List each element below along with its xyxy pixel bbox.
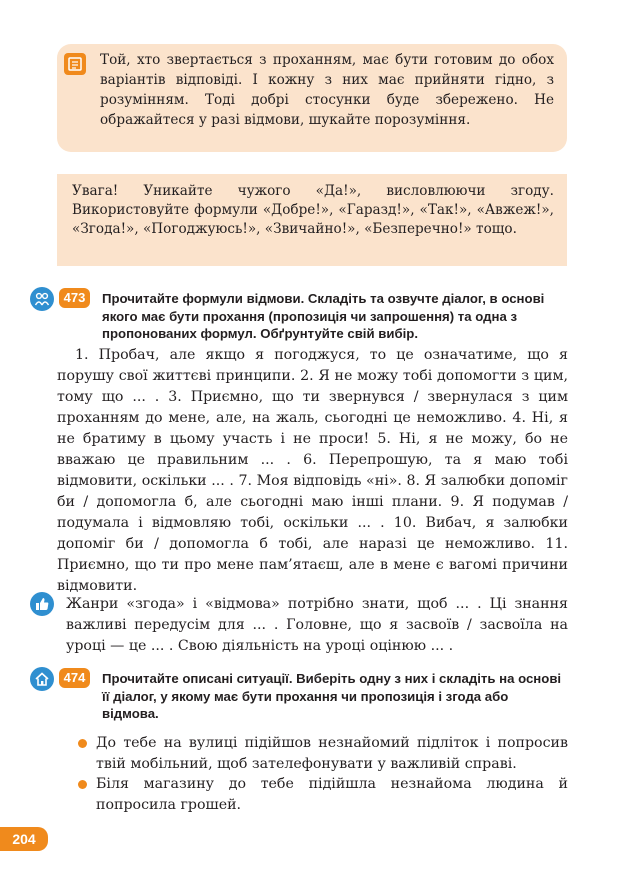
list-item bbox=[78, 774, 568, 815]
task-number-474: 474 bbox=[59, 668, 90, 688]
warning-box bbox=[57, 174, 567, 266]
bullet-icon bbox=[78, 739, 87, 748]
page-number: 204 bbox=[0, 827, 48, 851]
task-473-text: 1. Пробач, але якщо я погоджуся, то це означатиме, що я порушу свої життєві принципи. 2. Я не можу тобі допомогти з цим, тому що ... . 3. Приємно, що ти звернувся / звернулася з цим проханням до мене, але, на жаль, сьогодні це неможливо. 4. Ні, я не братиму в цьому участь і не проси! 5. Ні, я не можу, бо не вважаю це правильним ... . 6. Перепрошую, та я маю тобі відмовити, оскільки ... . 7. Моя відповідь «ні». 8. Я залюбки допоміг би / допомогла б, але сьогодні маю інші плани. 9. Я подумав / подумала і відмовляю тобі, оскільки ... . 10. Вибач, я залюбки допоміг би / допомогла б тобі, але наразі це неможливо. 11. Приємно, що ти про мене пам’ятаєш, але в мене є вагомі причини відмовити. bbox=[57, 347, 568, 594]
situation-list bbox=[78, 733, 568, 815]
pair-work-icon bbox=[30, 287, 54, 311]
task-number-473: 473 bbox=[59, 288, 90, 308]
home-icon bbox=[30, 667, 54, 691]
warning-text: Увага! Уникайте чужого «Да!», висловлюючи згоду. Використовуйте формули «Добре!», «Гаразд!», «Так!», «Авжеж!», «Згода!», «Погоджуюсь!», «Звичайно!», «Безперечно!» тощо. bbox=[72, 183, 554, 237]
task-474-instruction: Прочитайте описані ситуації. Виберіть одну з них і складіть на основі її діалог, у якому має бути прохання чи пропозиція і згода або відмова. bbox=[102, 671, 562, 721]
bullet-icon bbox=[78, 780, 87, 789]
situation-text: До тебе на вулиці підійшов незнайомий підліток і попросив твій мобільний, щоб зателефонувати у важливій справі. bbox=[96, 735, 568, 772]
thumbs-up-icon bbox=[30, 592, 54, 616]
note-text: Той, хто звертається з проханням, має бути готовим до обох варіантів відповіді. І кожну з них має прийняти гідно, з розумінням. Тоді добрі стосунки буде збережено. Не ображайтеся у разі відмови, шукайте порозуміння. bbox=[100, 52, 554, 128]
note-box bbox=[57, 44, 567, 152]
situation-text: Біля магазину до тебе підійшла незнайома людина й попросила грошей. bbox=[96, 776, 568, 813]
task-473-instruction: Прочитайте формули відмови. Складіть та озвучте діалог, в основі якого має бути прохання (пропозиція чи запрошення) та одна з пропонованих формул. Обґрунтуйте свій вибір. bbox=[102, 291, 545, 341]
reflection-text: Жанри «згода» і «відмова» потрібно знати, щоб ... . Ці знання важливі передусім для ... . Головне, що я засвоїв / засвоїла на уроці — це ... . Свою діяльність на уроці оцінюю ... . bbox=[66, 596, 568, 654]
notebook-icon bbox=[64, 53, 86, 75]
list-item bbox=[78, 733, 568, 774]
